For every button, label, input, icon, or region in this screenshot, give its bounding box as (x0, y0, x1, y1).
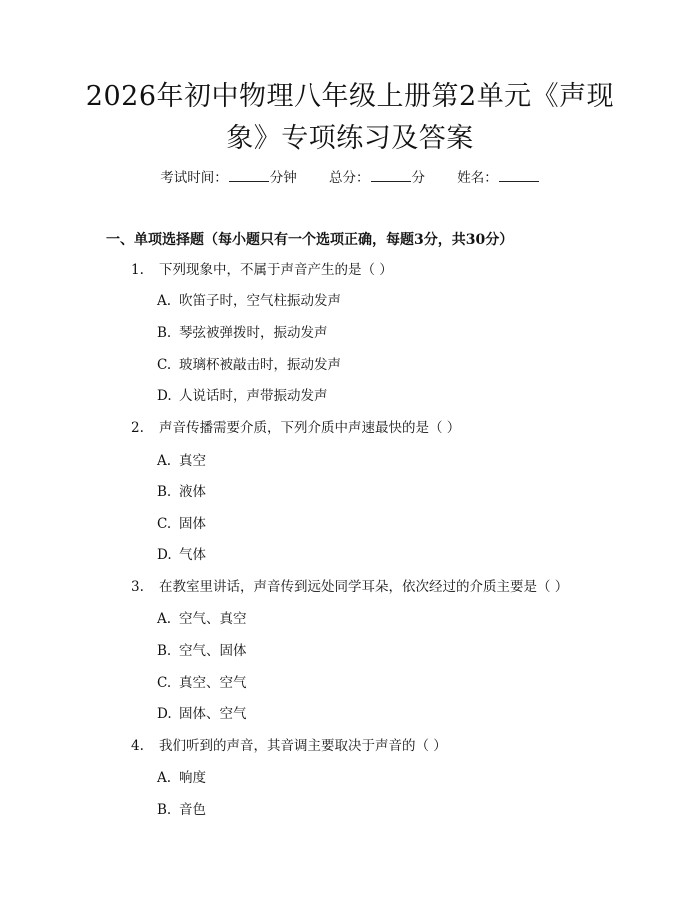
question-text: 下列现象中，不属于声音产生的是（ ） (159, 262, 393, 278)
question-text: 在教室里讲话，声音传到远处同学耳朵，依次经过的介质主要是（ ） (159, 579, 569, 595)
option-text: 响度 (179, 770, 206, 786)
question (131, 418, 460, 438)
exam-time-field (160, 168, 297, 188)
option-letter: A. (157, 611, 172, 627)
option-letter: C. (157, 357, 172, 373)
option-text: 音色 (179, 802, 206, 818)
option (157, 355, 341, 375)
option (157, 545, 206, 565)
option (157, 641, 247, 661)
option-text: 吹笛子时，空气柱振动发声 (179, 293, 341, 309)
total-score-blank[interactable] (371, 169, 411, 182)
student-name-field (457, 168, 540, 188)
total-score-field (329, 168, 425, 188)
question-number: 2. (131, 420, 144, 436)
option-letter: C. (157, 516, 172, 532)
option-text: 液体 (179, 484, 206, 500)
question-text: 我们听到的声音，其音调主要取决于声音的（ ） (159, 738, 447, 754)
option-text: 气体 (179, 547, 206, 563)
option (157, 323, 328, 343)
total-score-unit: 分 (411, 170, 425, 186)
exam-time-label: 考试时间： (160, 170, 228, 186)
option (157, 673, 247, 693)
question-number: 4. (131, 738, 144, 754)
option-letter: B. (157, 643, 172, 659)
option-letter: A. (157, 453, 172, 469)
option-letter: B. (157, 802, 172, 818)
option-letter: D. (157, 547, 172, 563)
student-name-blank[interactable] (499, 169, 539, 182)
question (131, 260, 393, 280)
option (157, 800, 206, 820)
option (157, 704, 247, 724)
exam-time-unit: 分钟 (269, 170, 297, 186)
option-text: 空气、真空 (179, 611, 247, 627)
option-text: 固体 (179, 516, 206, 532)
option-letter: C. (157, 675, 172, 691)
option-letter: B. (157, 484, 172, 500)
question-number: 3. (131, 579, 144, 595)
option-letter: D. (157, 706, 172, 722)
question-number: 1. (131, 262, 144, 278)
option-letter: B. (157, 325, 172, 341)
option (157, 482, 206, 502)
option (157, 291, 341, 311)
question (131, 736, 447, 756)
section-heading: 一、单项选择题（每小题只有一个选项正确，每题3分，共30分） (106, 232, 514, 248)
option (157, 768, 206, 788)
student-name-label: 姓名： (457, 170, 498, 186)
option (157, 609, 247, 629)
option-text: 空气、固体 (179, 643, 247, 659)
title-line-1: 2026年初中物理八年级上册第2单元《声现 (85, 81, 615, 112)
question-text: 声音传播需要介质，下列介质中声速最快的是（ ） (159, 420, 461, 436)
option (157, 514, 206, 534)
option-text: 真空、空气 (179, 675, 247, 691)
option-letter: D. (157, 388, 172, 404)
total-score-label: 总分： (329, 170, 370, 186)
exam-time-blank[interactable] (229, 169, 269, 182)
option-letter: A. (157, 293, 172, 309)
page-title (60, 76, 640, 160)
option-text: 玻璃杯被敲击时，振动发声 (179, 357, 341, 373)
option-text: 固体、空气 (179, 706, 247, 722)
option (157, 386, 328, 406)
title-line-2: 象》专项练习及答案 (226, 123, 474, 154)
option-text: 琴弦被弹拨时，振动发声 (179, 325, 328, 341)
exam-info-line (0, 168, 700, 188)
question (131, 577, 568, 597)
option-text: 人说话时，声带振动发声 (179, 388, 328, 404)
option (157, 451, 206, 471)
option-letter: A. (157, 770, 172, 786)
option-text: 真空 (179, 453, 206, 469)
